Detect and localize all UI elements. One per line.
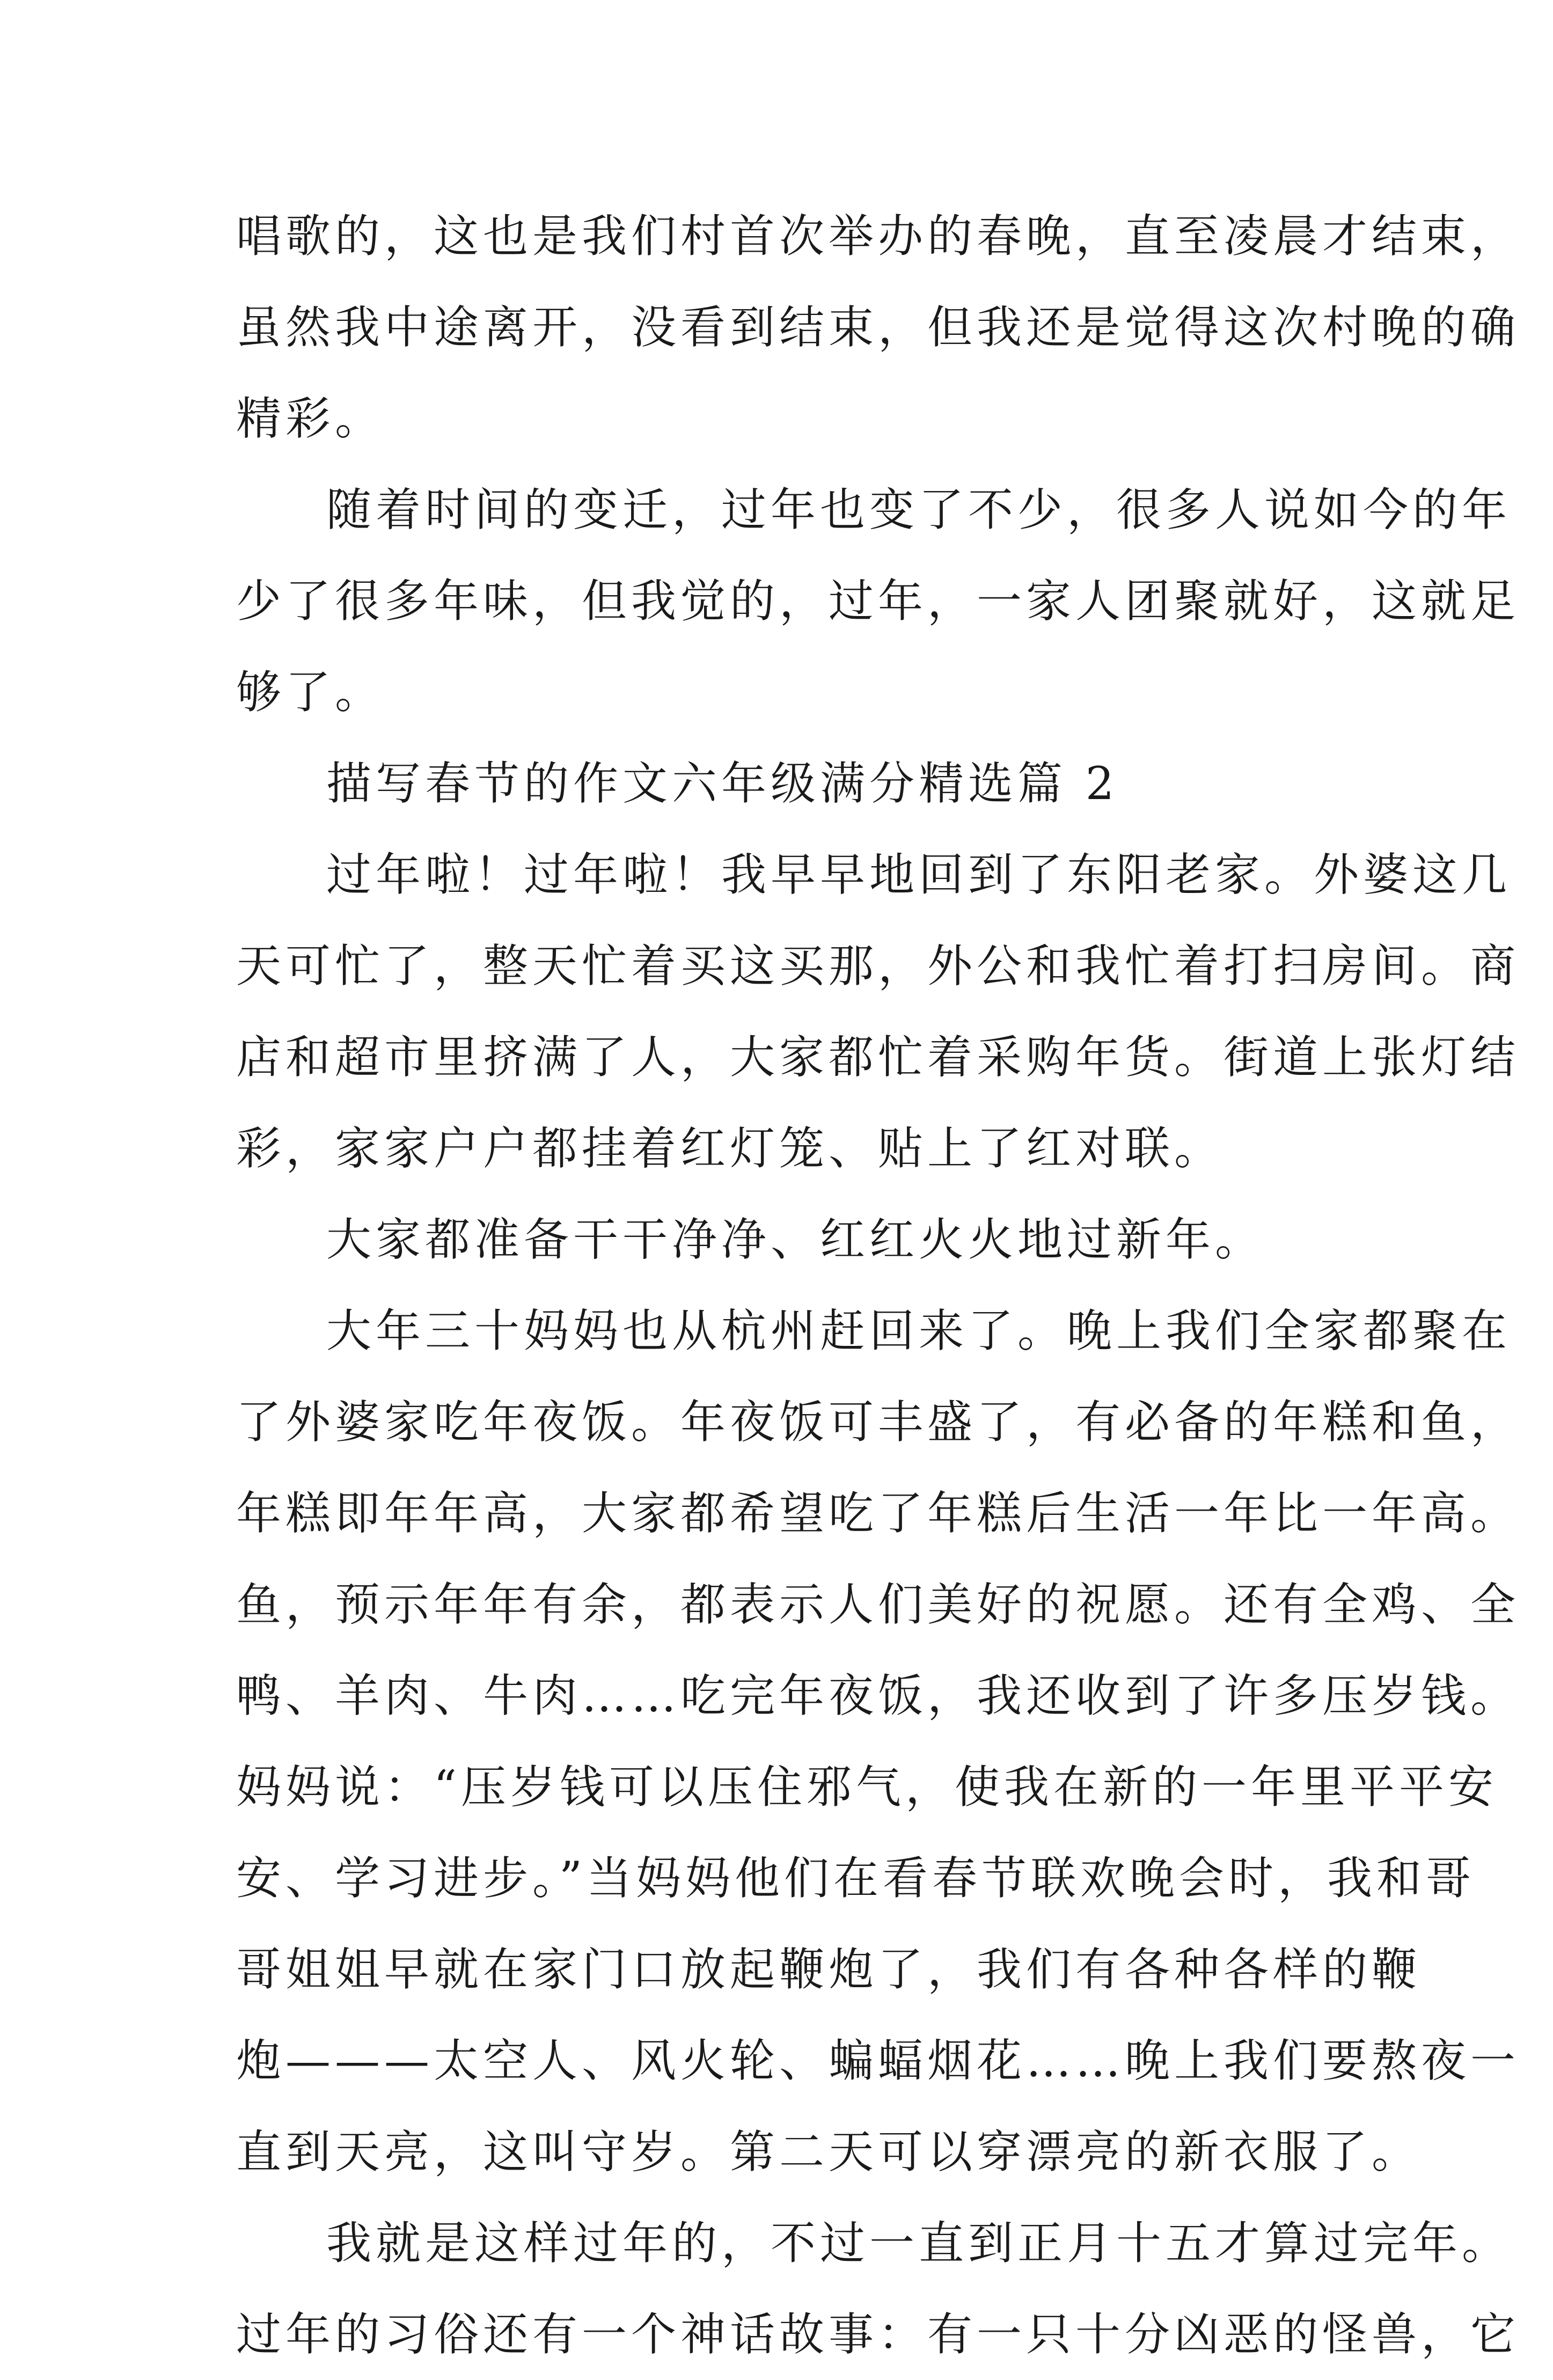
text-line: 店和超市里挤满了人，大家都忙着采购年货。街道上张灯结 bbox=[236, 1031, 1520, 1083]
article-body bbox=[236, 191, 1520, 2380]
text-line: 直到天亮，这叫守岁。第二天可以穿漂亮的新衣服了。 bbox=[236, 2126, 1422, 2178]
text-line: 了外婆家吃年夜饭。年夜饭可丰盛了，有必备的年糕和鱼， bbox=[236, 1396, 1520, 1448]
text-line: 炮———太空人、风火轮、蝙蝠烟花……晚上我们要熬夜一 bbox=[236, 2034, 1520, 2087]
text-line: 鸭、羊肉、牛肉……吃完年夜饭，我还收到了许多压岁钱。 bbox=[236, 1669, 1520, 1722]
text-line: 我就是这样过年的，不过一直到正月十五才算过完年。 bbox=[326, 2217, 1512, 2269]
text-line: 天可忙了，整天忙着买这买那，外公和我忙着打扫房间。商 bbox=[236, 940, 1520, 992]
text-line: 彩，家家户户都挂着红灯笼、贴上了红对联。 bbox=[236, 1122, 1224, 1175]
text-line: 虽然我中途离开，没看到结束，但我还是觉得这次村晚的确 bbox=[236, 301, 1520, 354]
text-line: 大家都准备干干净净、红红火火地过新年。 bbox=[326, 1213, 1265, 1266]
text-line: 精彩。 bbox=[236, 392, 385, 445]
text-line: 少了很多年味，但我觉的，过年，一家人团聚就好，这就足 bbox=[236, 575, 1520, 627]
text-line: 安、学习进步。”当妈妈他们在看春节联欢晚会时，我和哥 bbox=[236, 1852, 1475, 1905]
text-line: 够了。 bbox=[236, 666, 385, 719]
text-line: 随着时间的变迁，过年也变了不少，很多人说如今的年 bbox=[326, 484, 1512, 536]
text-line: 过年的习俗还有一个神话故事：有一只十分凶恶的怪兽，它 bbox=[236, 2308, 1520, 2361]
text-line: 妈妈说：“压岁钱可以压住邪气，使我在新的一年里平平安 bbox=[236, 1761, 1498, 1813]
text-line: 大年三十妈妈也从杭州赶回来了。晚上我们全家都聚在 bbox=[326, 1305, 1512, 1357]
text-line: 年糕即年年高，大家都希望吃了年糕后生活一年比一年高。 bbox=[236, 1487, 1520, 1540]
text-line: 唱歌的，这也是我们村首次举办的春晚，直至凌晨才结束， bbox=[236, 210, 1520, 262]
section-heading: 描写春节的作文六年级满分精选篇 2 bbox=[326, 757, 1119, 810]
text-line: 过年啦！过年啦！我早早地回到了东阳老家。外婆这几 bbox=[326, 848, 1512, 901]
text-line: 鱼，预示年年有余，都表示人们美好的祝愿。还有全鸡、全 bbox=[236, 1578, 1520, 1631]
text-line: 哥姐姐早就在家门口放起鞭炮了，我们有各种各样的鞭 bbox=[236, 1943, 1422, 1996]
